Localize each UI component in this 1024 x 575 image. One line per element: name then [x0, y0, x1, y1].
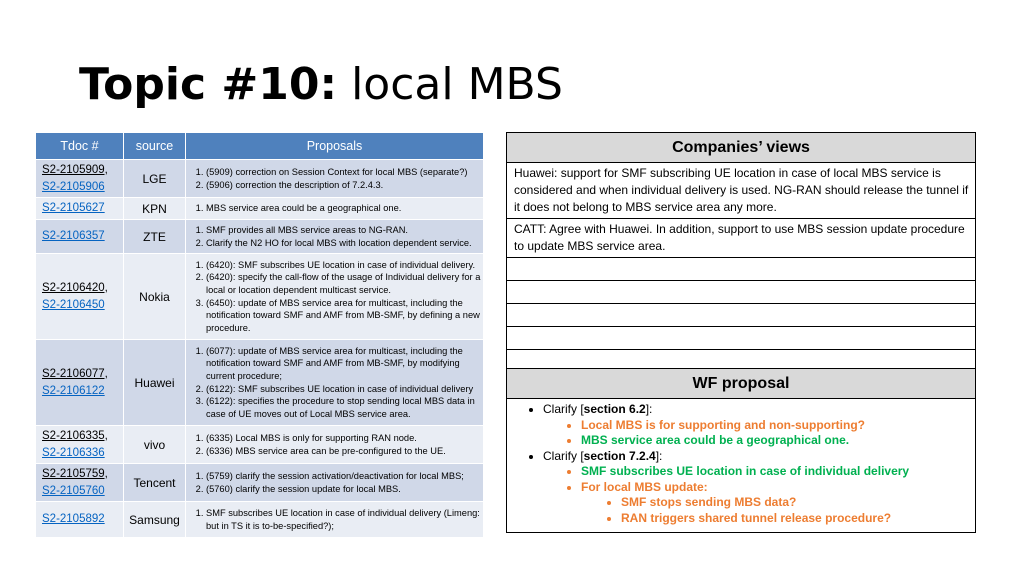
companies-views-table [506, 132, 976, 533]
proposal-item: 3. (6122): specifies the procedure to stop sending local MBS data in case of UE moves out of Local MBS service area. [206, 395, 483, 420]
tdoc-link[interactable]: S2-2106077, [42, 367, 108, 380]
wf-subitem: • Local MBS is for supporting and non-supporting? [581, 418, 969, 434]
proposal-item: 1. (6335) Local MBS is only for supporting RAN node. [206, 432, 483, 445]
proposals-cell [186, 464, 484, 502]
tdoc-cell [36, 502, 124, 538]
proposals-cell [186, 340, 484, 426]
proposals-cell [186, 426, 484, 464]
section-ref: section 7.2.4 [583, 448, 656, 463]
proposal-list [186, 432, 483, 457]
wf-subitem: • For local MBS update: • SMF stops sending MBS data? • RAN triggers shared tunnel release procedure? [581, 480, 969, 527]
empty-view-row [507, 281, 976, 304]
proposal-list [186, 507, 483, 532]
proposal-list [186, 224, 483, 249]
source-cell: Huawei [124, 340, 186, 426]
tdoc-link[interactable]: S2-2105892 [42, 513, 105, 525]
table-row [36, 502, 484, 538]
wf-subitem: • SMF subscribes UE location in case of individual delivery [581, 464, 969, 480]
wf-subitem: • MBS service area could be a geographical one. [581, 433, 969, 449]
tdoc-link[interactable]: S2-2105627 [42, 202, 105, 214]
tdoc-cell [36, 160, 124, 198]
proposal-item: 1. (6077): update of MBS service area for multicast, including the notification toward SMF and AMF from MB-SMF, by modifying current procedure; [206, 345, 483, 383]
tdoc-cell [36, 464, 124, 502]
companies-views-header: Companies’ views [507, 133, 976, 163]
table-row [36, 254, 484, 340]
tdoc-table-header [36, 133, 484, 160]
tdoc-link[interactable]: S2-2106450 [42, 298, 105, 311]
empty-view-row [507, 304, 976, 327]
proposal-item: 2. Clarify the N2 HO for local MBS with location dependent service. [206, 237, 483, 250]
tdoc-link[interactable]: S2-2106357 [42, 230, 105, 242]
tdoc-cell [36, 340, 124, 426]
wf-item-section-7-2-4: • Clarify [section 7.2.4]: • SMF subscribes UE location in case of individual delivery • For local MBS update: • SMF stops sending MBS data? • RAN triggers shared tunnel release procedure? [543, 449, 969, 527]
empty-view-row [507, 350, 976, 369]
source-cell: Tencent [124, 464, 186, 502]
tdoc-cell [36, 198, 124, 220]
header-tdoc: Tdoc # [36, 133, 124, 160]
wf-item-section-6-2: • Clarify [section 6.2]: • Local MBS is for supporting and non-supporting? • MBS service area could be a geographical one. [543, 402, 969, 449]
proposal-item: 2. (6122): SMF subscribes UE location in case of individual delivery [206, 383, 483, 396]
header-source: source [124, 133, 186, 160]
source-cell: LGE [124, 160, 186, 198]
tdoc-link[interactable]: S2-2106122 [42, 384, 105, 397]
title-topic: Topic #10: [79, 59, 338, 110]
wf-proposal-body [507, 399, 976, 533]
header-proposals: Proposals [186, 133, 484, 160]
proposals-cell [186, 254, 484, 340]
proposals-cell [186, 160, 484, 198]
proposal-list [186, 470, 483, 495]
proposal-list [186, 202, 483, 215]
source-cell: KPN [124, 198, 186, 220]
proposal-item: 1. SMF provides all MBS service areas to NG-RAN. [206, 224, 483, 237]
tdoc-cell [36, 220, 124, 254]
proposal-item: 1. SMF subscribes UE location in case of individual delivery (Limeng: but in TS it is to-be-specified?); [206, 507, 483, 532]
table-row [36, 198, 484, 220]
wf-subsubitem: • SMF stops sending MBS data? [621, 495, 969, 511]
title-subject: local MBS [337, 59, 563, 110]
proposal-item: 1. MBS service area could be a geographical one. [206, 202, 483, 215]
tdoc-link[interactable]: S2-2105759, [42, 467, 108, 480]
wf-proposal-header: WF proposal [507, 369, 976, 399]
tdoc-cell [36, 254, 124, 340]
view-catt: CATT: Agree with Huawei. In addition, support to use MBS session update procedure to update MBS service area. [507, 219, 976, 258]
table-row [36, 220, 484, 254]
proposal-item: 1. (5909) correction on Session Context for local MBS (separate?) [206, 166, 483, 179]
proposals-cell [186, 198, 484, 220]
tdoc-link[interactable]: S2-2105909, [42, 163, 108, 176]
tdoc-link[interactable]: S2-2106336 [42, 446, 105, 459]
proposal-item: 2. (5906) correction the description of 7.2.4.3. [206, 179, 483, 192]
source-cell: Samsung [124, 502, 186, 538]
proposal-list [186, 345, 483, 421]
proposal-item: 2. (5760) clarify the session update for local MBS. [206, 483, 483, 496]
proposal-item: 2. (6336) MBS service area can be pre-configured to the UE. [206, 445, 483, 458]
page-title [79, 58, 563, 112]
tdoc-link[interactable]: S2-2105906 [42, 180, 105, 193]
proposal-item: 1. (5759) clarify the session activation/deactivation for local MBS; [206, 470, 483, 483]
view-huawei: Huawei: support for SMF subscribing UE location in case of local MBS service is considered and when individual delivery is used. NG-RAN should release the tunnel if it does not belong to MBS service area any more. [507, 163, 976, 219]
section-ref: section 6.2 [583, 402, 646, 416]
source-cell: vivo [124, 426, 186, 464]
tdoc-table [35, 132, 484, 538]
table-row [36, 426, 484, 464]
tdoc-link[interactable]: S2-2105760 [42, 484, 105, 497]
tdoc-link[interactable]: S2-2106335, [42, 429, 108, 442]
source-cell: Nokia [124, 254, 186, 340]
tdoc-cell [36, 426, 124, 464]
wf-subsubitem: • RAN triggers shared tunnel release procedure? [621, 511, 969, 527]
table-row [36, 160, 484, 198]
source-cell: ZTE [124, 220, 186, 254]
proposals-cell [186, 502, 484, 538]
empty-view-row [507, 327, 976, 350]
proposal-item: 1. (6420): SMF subscribes UE location in case of individual delivery. [206, 259, 483, 272]
proposals-cell [186, 220, 484, 254]
proposal-list [186, 259, 483, 335]
proposal-item: 2. (6420): specify the call-flow of the usage of Individual delivery for a local or location dependent multicast service. [206, 271, 483, 296]
empty-view-row [507, 258, 976, 281]
proposal-list [186, 166, 483, 191]
table-row [36, 464, 484, 502]
tdoc-link[interactable]: S2-2106420, [42, 281, 108, 294]
proposal-item: 3. (6450): update of MBS service area for multicast, including the notification toward SMF and AMF from MB-SMF, by defining a new procedure. [206, 297, 483, 335]
table-row [36, 340, 484, 426]
